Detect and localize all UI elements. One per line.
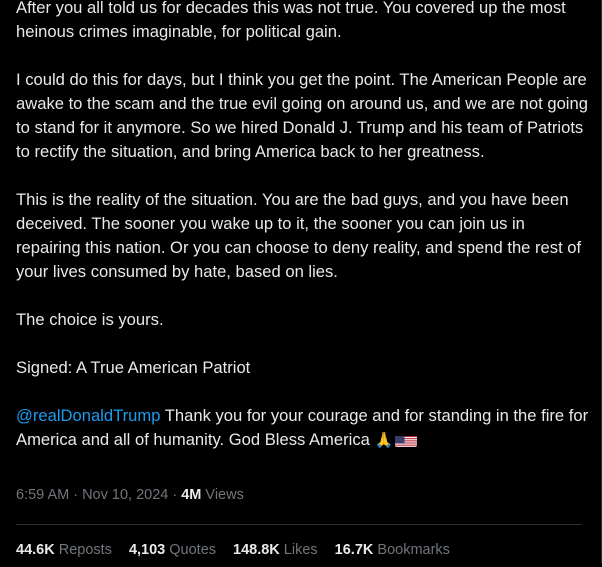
bookmarks-stat[interactable] [335, 542, 450, 558]
timestamp-link[interactable]: 6:59 AM · Nov 10, 2024 · [16, 487, 182, 503]
tweet-paragraph-4: The choice is yours. [16, 310, 164, 329]
quotes-count: 4,103 [128, 542, 166, 558]
us-flag-icon [395, 433, 417, 447]
bookmarks-count: 16.7K [334, 542, 374, 558]
mention-link[interactable]: @realDonaldTrump [16, 406, 161, 425]
likes-stat[interactable] [233, 542, 318, 558]
reposts-count: 44.6K [16, 542, 55, 558]
tweet-paragraph-2: I could do this for days, but I think you get the point. The American People are awake to the scam and the true evil going on around us, and we are not going to stand for it anymore. So we hired Donald J. Trump and his team of Patriots to rectify the situation, and bring America back to her greatness. [16, 70, 588, 161]
reposts-stat[interactable] [16, 542, 112, 558]
likes-count: 148.8K [233, 542, 280, 558]
tweet-meta [16, 487, 244, 503]
tweet-paragraph-1: After you all told us for decades this was not true. You covered up the most heinous crimes imaginable, for political gain. [16, 0, 566, 41]
likes-label: Likes [279, 542, 318, 558]
tweet-body [16, 0, 590, 453]
folded-hands-icon: 🙏 [374, 432, 394, 449]
tweet-paragraph-5: Signed: A True American Patriot [16, 358, 251, 377]
tweet-paragraph-3: This is the reality of the situation. You are the bad guys, and you have been deceived. The sooner you wake up to it, the sooner you can join us in repairing this nation. Or you can choose to deny reality, and spend the rest of your lives consumed by hate, based on lies. [16, 190, 582, 281]
quotes-label: Quotes [165, 542, 217, 558]
views-count[interactable]: 4M [181, 487, 202, 503]
divider [16, 524, 582, 525]
tweet-final-text: Thank you for your courage and for standing in the fire for America and all of humanity. God Bless America [16, 406, 589, 449]
reposts-label: Reposts [54, 542, 112, 558]
bookmarks-label: Bookmarks [373, 542, 450, 558]
engagement-stats [16, 542, 467, 558]
views-label: Views [201, 487, 244, 503]
quotes-stat[interactable] [129, 542, 216, 558]
tweet-paragraph-6 [16, 404, 590, 453]
